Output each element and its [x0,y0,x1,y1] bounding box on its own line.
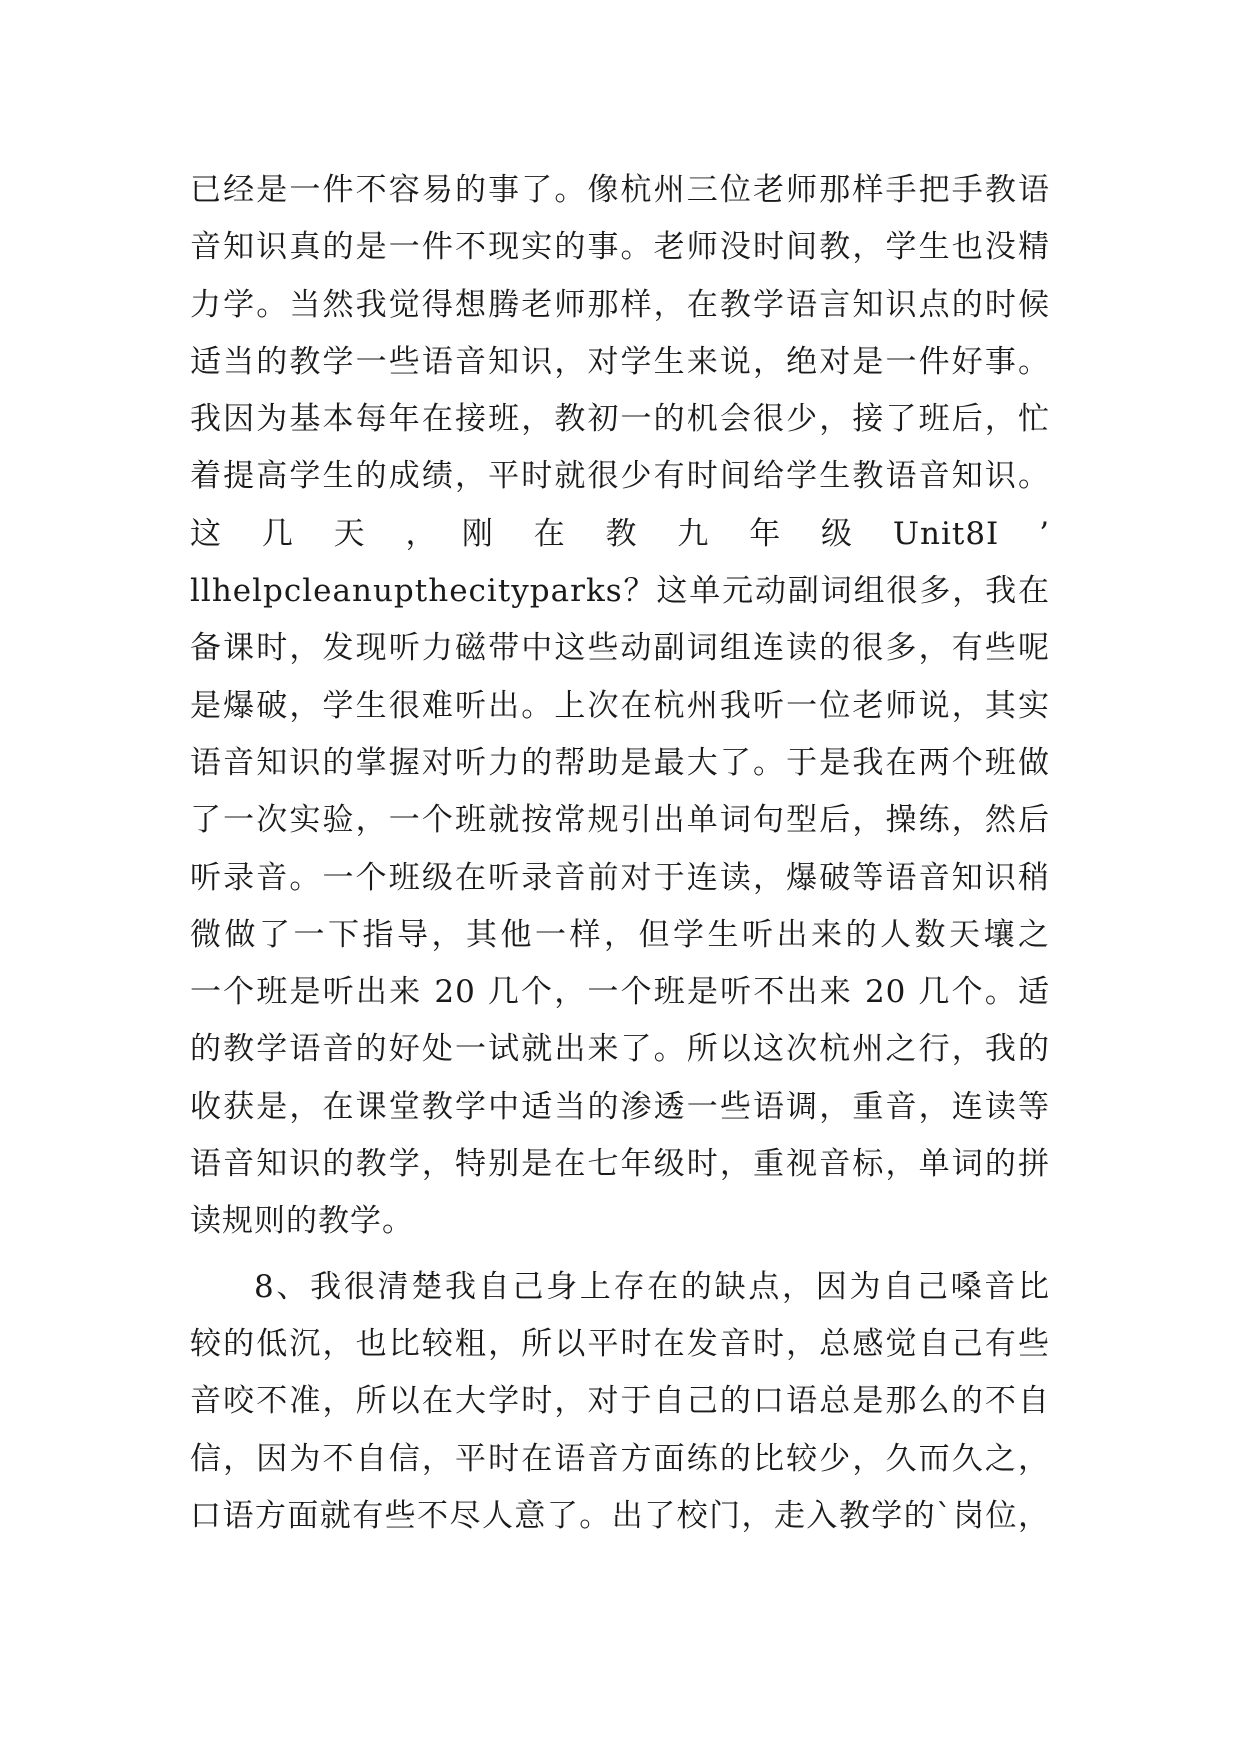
text-line: 适当的教学一些语音知识，对学生来说，绝对是一件好事。 [190,343,1050,380]
text-line: 我因为基本每年在接班，教初一的机会很少，接了班后，忙 [190,401,1050,438]
text-line: llhelpcleanupthecityparks？这单元动副词组很多，我在 [190,573,1050,610]
text-line: 微做了一下指导，其他一样，但学生听出来的人数天壤之 [190,916,1050,953]
text-line: 收获是，在课堂教学中适当的渗透一些语调，重音，连读等 [190,1088,1050,1125]
text-line: 备课时，发现听力磁带中这些动副词组连读的很多，有些呢 [190,630,1050,667]
text-line: 的教学语音的好处一试就出来了。所以这次杭州之行，我的 [190,1031,1050,1068]
text-line: 音咬不准，所以在大学时，对于自己的口语总是那么的不自 [190,1383,1050,1420]
text-line: 口语方面就有些不尽人意了。出了校门，走入教学的`岗位， [190,1497,1050,1534]
text-line: 较的低沉，也比较粗，所以平时在发音时，总感觉自己有些 [190,1325,1050,1362]
text-line: 了一次实验，一个班就按常规引出单词句型后，操练，然后 [190,802,1050,839]
text-line: 8、我很清楚我自己身上存在的缺点，因为自己嗓音比 [254,1268,1050,1305]
text-line: 语音知识的掌握对听力的帮助是最大了。于是我在两个班做 [190,744,1050,781]
document-body [190,162,1050,1545]
text-line: 语音知识的教学，特别是在七年级时，重视音标，单词的拼 [190,1146,1050,1183]
text-line: 读规则的教学。 [190,1203,414,1240]
text-line: 力学。当然我觉得想腾老师那样，在教学语言知识点的时候 [190,286,1050,323]
text-line: 一个班是听出来 20 几个，一个班是听不出来 20 几个。适 [190,974,1050,1011]
text-line: 信，因为不自信，平时在语音方面练的比较少，久而久之， [190,1440,1050,1477]
text-line: 是爆破，学生很难听出。上次在杭州我听一位老师说，其实 [190,687,1050,724]
paragraph-gap [190,1251,1050,1259]
text-line: 这 几 天 ， 刚 在 教 九 年 级 Unit8I ’ [190,515,1050,552]
text-line: 着提高学生的成绩，平时就很少有时间给学生教语音知识。 [190,458,1050,495]
text-line: 音知识真的是一件不现实的事。老师没时间教，学生也没精 [190,229,1050,266]
text-line: 已经是一件不容易的事了。像杭州三位老师那样手把手教语 [190,172,1050,208]
text-line: 听录音。一个班级在听录音前对于连读，爆破等语音知识稍 [190,859,1050,896]
